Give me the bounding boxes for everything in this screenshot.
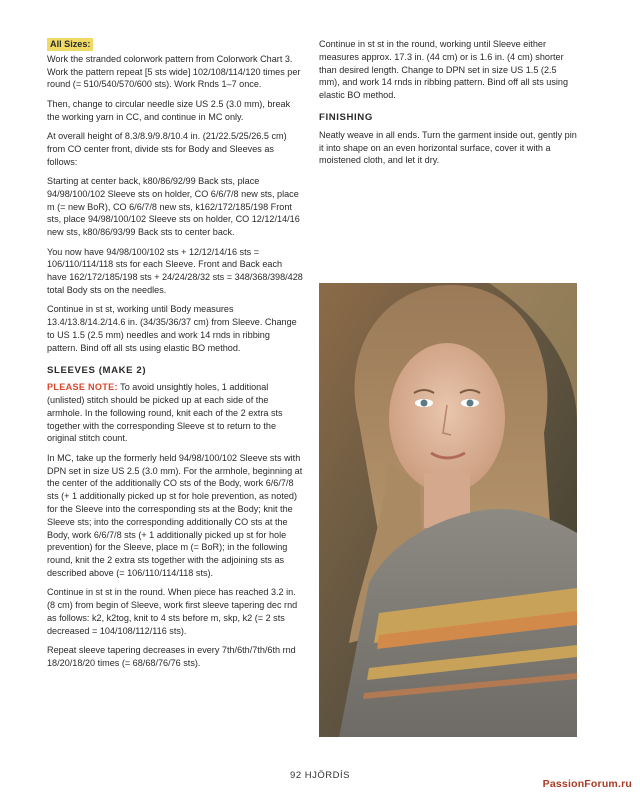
right-column <box>319 38 577 174</box>
paragraph-repeat-tapering: Repeat sleeve tapering decreases in every 7th/6th/7th/6th rnd 18/20/18/20 times (= 68/68/76/76 sts). <box>47 645 296 669</box>
paragraph-body-continue: Continue in st st, working until Body measures 13.4/13.8/14.2/14.6 in. (34/35/36/37 cm) from Sleeve. Change to US 1.5 (2.5 mm) needles and work 14 rnds in ribbing pattern. Bind off all sts using elastic BO method. <box>47 304 297 353</box>
paragraph-sleeve-tapering: Continue in st st in the round. When piece has reached 3.2 in. (8 cm) from begin of Sleeve, work first sleeve tapering dec rnd as follows: k2, k2tog, knit to 4 sts before m, skp, k2 (= 2 sts decreased = 104/108/112/116 sts). <box>47 587 298 636</box>
paragraph-sleeve-finish: Continue in st st in the round, working until Sleeve either measures approx. 17.3 in. (44 cm) or is 1.6 in. (4 cm) shorter than desired length. Change to DPN set in size US 1.5 (2.5 mm), and work 14 rnds in ribbing pattern. Bind off all sts using elastic BO method. <box>319 39 569 101</box>
sleeves-heading: SLEEVES (MAKE 2) <box>47 364 147 376</box>
please-note-paragraph <box>47 381 303 445</box>
paragraph-change-needle: Then, change to circular needle size US 2.5 (3.0 mm), break the working yarn in CC, and continue in MC only. <box>47 98 291 122</box>
paragraph-stitch-division: Starting at center back, k80/86/92/99 Back sts, place 94/98/100/102 Sleeve sts on holder, CO 6/6/7/8 new sts, place m (= new BoR), CO 6/6/7/8 new sts, k162/172/185/198 Front sts, place 94/98/100/102 Sleeve sts on holder, CO 12/12/14/16 new sts, k80/86/93/99 Back sts to center back. <box>47 175 300 238</box>
model-photo-illustration <box>319 283 577 737</box>
page-footer: 92 HJÖRDÍS <box>290 770 350 781</box>
paragraph-stitch-count: You now have 94/98/100/102 sts + 12/12/14/16 sts = 106/110/114/118 sts for each Sleeve. Front and Back each have 162/172/185/198 sts + 24/24/28/32 sts = 348/368/398/428 total Body sts on the needles. <box>47 246 303 295</box>
paragraph-colorwork: Work the stranded colorwork pattern from Colorwork Chart 3. Work the pattern repeat [5 sts wide] 102/108/114/120 times per round (= 510/540/570/600 sts). Work Rnds 1–7 once. <box>47 53 301 90</box>
paragraph-finishing: Neatly weave in all ends. Turn the garment inside out, gently pin it into shape on an even horizontal surface, cover it with a moistened cloth, and let it dry. <box>319 129 577 166</box>
left-column <box>47 38 303 676</box>
please-note-text: To avoid unsightly holes, 1 additional (unlisted) stitch should be picked up at each side of the armhole. In the following round, knit each of the 2 extra sts together with the corresponding Sleeve st to return to the original stitch count. <box>47 382 283 444</box>
finishing-heading: FINISHING <box>319 111 373 123</box>
all-sizes-badge: All Sizes: <box>47 38 93 51</box>
paragraph-sleeve-pickup: In MC, take up the formerly held 94/98/100/102 Sleeve sts with DPN set in size US 2.5 (3.0 mm). For the armhole, beginning at the center of the additionally CO sts of the Body, work 6/6/7/8 sts (+ 1 additionally picked up st for hole prevention, as noted) for the Sleeve into the corresponding sts at the Body; knit the Sleeve sts; into the corresponding additionally CO sts at the Body, work 6/6/7/8 sts (+ 1 additionally picked up st for hole prevention) for the Sleeve, place m (= BoR); in the following round, knit the 2 extra sts together with the adjoining sts as described above (= 106/110/114/118 sts). <box>47 452 303 579</box>
watermark: PassionForum.ru <box>542 778 632 790</box>
please-note-label: PLEASE NOTE: <box>47 382 118 393</box>
model-photo <box>319 283 577 737</box>
paragraph-divide: At overall height of 8.3/8.9/9.8/10.4 in. (21/22.5/25/26.5 cm) from CO center front, divide sts for Body and Sleeves as follows: <box>47 130 287 167</box>
